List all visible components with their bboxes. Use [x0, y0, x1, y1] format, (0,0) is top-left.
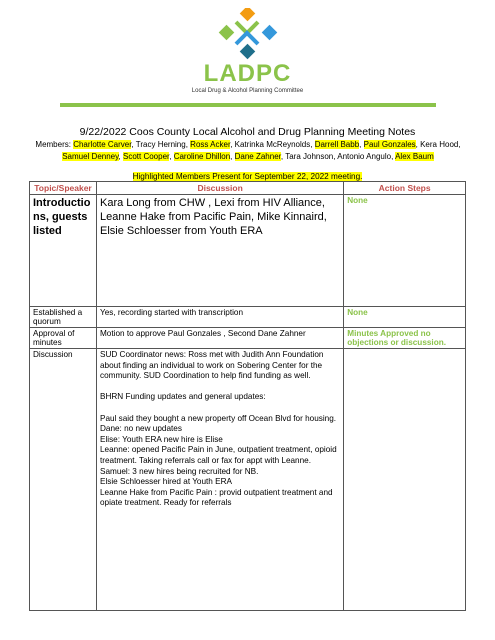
brand-subtitle: Local Drug & Alcohol Planning Committee	[191, 88, 304, 94]
row-topic: Discussion	[30, 349, 97, 611]
row-discussion: Yes, recording started with transcription	[96, 307, 343, 328]
member-name: Tracy Herning	[135, 140, 186, 149]
member-name: Dane Zahner	[234, 152, 281, 161]
member-name: Tara Johnson	[285, 152, 334, 161]
member-name: Antonio Angulo	[337, 152, 392, 161]
notes-table	[29, 172, 466, 611]
row-discussion: SUD Coordinator news: Ross met with Judith Ann Foundation about finding an individual to work on Sobering Center for the community. SUD Coordination to help find funding as well. BHRN Funding updates and general updates: Paul said they bought a new property off Ocean Blvd for housing. Dane: no new updates Elise: Youth ERA new hire is Elise Leanne: opened Pacific Pain in June, outpatient treatment, opioid treatment. Taking referrals call or fax for appt with Leanne. Samuel: 3 new hires being recruited for NB. Elsie Schloesser hired at Youth ERA Leanne Hake from Pacific Pain : provid outpatient treatment and opiate treatment. Ready for referrals	[96, 349, 343, 611]
row-action	[344, 349, 466, 611]
member-name: Ross Acker	[190, 140, 231, 149]
table-row	[30, 195, 466, 307]
row-topic: Established a quorum	[30, 307, 97, 328]
member-name: Caroline Dhillon	[173, 152, 231, 161]
page-title: 9/22/2022 Coos County Local Alcohol and Drug Planning Meeting Notes	[79, 126, 416, 138]
member-names: Charlotte Carver, Tracy Herning, Ross Acker, Katrinka McReynolds, Darrell Babb, Paul Gonzales, Kera Hood, Samuel Denney, Scott Cooper, Caroline Dhillon, Dane Zahner, Tara Johnson, Antonio Angulo, Alex Baum	[62, 140, 461, 161]
brand-name: LADPC	[203, 60, 292, 87]
row-action: Minutes Approved no objections or discussion.	[344, 328, 466, 349]
member-name: Kera Hood	[420, 140, 459, 149]
member-name: Katrinka McReynolds	[234, 140, 311, 149]
header-action: Action Steps	[344, 182, 466, 195]
table-row	[30, 349, 466, 611]
header-divider	[60, 103, 436, 107]
header-discussion: Discussion	[96, 182, 343, 195]
table-row	[30, 328, 466, 349]
header-topic: Topic/Speaker	[30, 182, 97, 195]
row-action: None	[344, 307, 466, 328]
highlight-note: Highlighted Members Present for September 22, 2022 meeting.	[132, 172, 363, 181]
row-topic: Approval of minutes	[30, 328, 97, 349]
member-name: Samuel Denney	[62, 152, 119, 161]
member-name: Alex Baum	[395, 152, 434, 161]
row-action: None	[344, 195, 466, 307]
member-name: Scott Cooper	[122, 152, 170, 161]
row-discussion: Motion to approve Paul Gonzales , Second Dane Zahner	[96, 328, 343, 349]
member-name: Darrell Babb	[314, 140, 360, 149]
row-discussion: Kara Long from CHW , Lexi from HIV Alliance, Leanne Hake from Pacific Pain, Mike Kinnaird, Elsie Schloesser from Youth ERA	[96, 195, 343, 307]
member-name: Paul Gonzales	[363, 140, 416, 149]
members-list	[28, 139, 468, 163]
row-topic: Introductions, guests listed	[30, 195, 97, 307]
ladpc-logo	[218, 8, 278, 60]
members-label: Members:	[35, 140, 71, 149]
highlight-note-cell	[30, 172, 466, 182]
member-name: Charlotte Carver	[73, 140, 132, 149]
table-row	[30, 307, 466, 328]
